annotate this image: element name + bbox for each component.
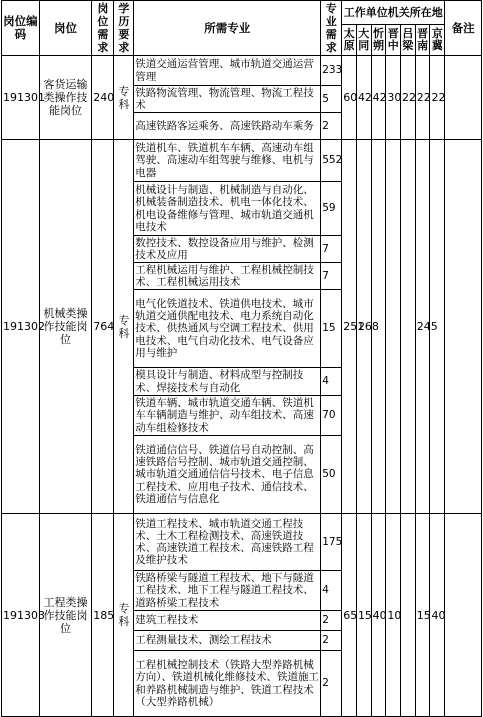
major-text: 数控技术、数控设备应用与维护、检测技术及应用 bbox=[134, 236, 321, 263]
header-position: 岗位 bbox=[39, 1, 92, 56]
major-count: 2 bbox=[321, 651, 342, 717]
position-name: 客货运输类操作技能岗位 bbox=[39, 56, 92, 140]
location-count-taiyuan: 251 bbox=[342, 140, 357, 514]
header-location-jingji: 京冀 bbox=[430, 25, 445, 56]
major-text: 工程测量技术、测绘工程技术 bbox=[134, 631, 321, 651]
location-count-xinshuo: 40 bbox=[371, 514, 386, 717]
location-count-jinnan: 245 bbox=[415, 140, 430, 514]
location-count-jinzhong: 10 bbox=[386, 514, 401, 717]
header-location-lvliang: 吕梁 bbox=[401, 25, 416, 56]
header-education: 学历要求 bbox=[114, 1, 134, 56]
remark bbox=[445, 514, 482, 717]
location-count-lvliang bbox=[401, 514, 416, 717]
major-count: 7 bbox=[321, 236, 342, 263]
major-count: 70 bbox=[321, 396, 342, 436]
major-count: 59 bbox=[321, 182, 342, 236]
major-text: 铁路桥梁与隧道工程技术、地下与隧道工程技术、地下工程与隧道工程技术、道路桥梁工程技术 bbox=[134, 571, 321, 611]
header-location-xinshuo: 忻朔 bbox=[371, 25, 386, 56]
location-count-jingji: 40 bbox=[430, 514, 445, 717]
position-demand: 764 bbox=[92, 140, 114, 514]
major-count: 2 bbox=[321, 631, 342, 651]
major-count: 4 bbox=[321, 571, 342, 611]
major-count: 233 bbox=[321, 56, 342, 86]
position-demand: 185 bbox=[92, 514, 114, 717]
header-major-demand: 专业需求 bbox=[321, 1, 342, 56]
location-count-datong: 42 bbox=[356, 56, 371, 140]
major-count: 552 bbox=[321, 140, 342, 182]
header-location-jinnan: 晋南 bbox=[415, 25, 430, 56]
major-text: 铁道机车、铁道机车车辆、高速动车组驾驶、高速动车组驾驶与维修、电机与电器 bbox=[134, 140, 321, 182]
location-count-jinzhong bbox=[386, 140, 401, 514]
major-text: 铁路物流管理、物流管理、物流工程技术 bbox=[134, 86, 321, 113]
major-text: 高速铁路客运乘务、高速铁路动车乘务 bbox=[134, 113, 321, 140]
major-text: 工程机械运用与维护、工程机械控制技术、工程机械运用技术 bbox=[134, 263, 321, 290]
education-requirement: 专科 bbox=[114, 56, 134, 140]
major-count: 5 bbox=[321, 86, 342, 113]
recruitment-table bbox=[1, 0, 482, 717]
major-count: 4 bbox=[321, 368, 342, 396]
location-count-taiyuan: 65 bbox=[342, 514, 357, 717]
position-code: 191302 bbox=[2, 140, 40, 514]
major-count: 2 bbox=[321, 113, 342, 140]
header-remark: 备注 bbox=[445, 1, 482, 56]
location-count-datong: 268 bbox=[356, 140, 371, 514]
major-text: 铁道车辆、城市轨道交通车辆、铁道机车车辆制造与维护、动车组技术、高速动车组检修技术 bbox=[134, 396, 321, 436]
location-count-jinnan: 22 bbox=[415, 56, 430, 140]
location-count-datong: 15 bbox=[356, 514, 371, 717]
location-count-xinshuo: 42 bbox=[371, 56, 386, 140]
major-count: 15 bbox=[321, 290, 342, 368]
major-text: 模具设计与制造、材料成型与控制技术、焊接技术与自动化 bbox=[134, 368, 321, 396]
major-text: 铁道工程技术、城市轨道交通工程技术、土木工程检测技术、高速铁道技术、高速铁道工程技术、高速铁路工程及维护技术 bbox=[134, 514, 321, 571]
location-count-taiyuan: 60 bbox=[342, 56, 357, 140]
position-name: 机械类操作技能岗位 bbox=[39, 140, 92, 514]
education-requirement: 专科 bbox=[114, 140, 134, 514]
header-location-jinzhong: 晋中 bbox=[386, 25, 401, 56]
position-demand: 240 bbox=[92, 56, 114, 140]
major-count: 175 bbox=[321, 514, 342, 571]
header-code: 岗位编码 bbox=[2, 1, 40, 56]
education-requirement: 专科 bbox=[114, 514, 134, 717]
location-count-lvliang bbox=[401, 140, 416, 514]
location-count-jinzhong: 30 bbox=[386, 56, 401, 140]
remark bbox=[445, 140, 482, 514]
major-text: 电气化铁道技术、铁道供电技术、城市轨道交通供配电技术、电力系统自动化技术、供热通风与空调工程技术、供用电技术、电气自动化技术、电气设备应用与维护 bbox=[134, 290, 321, 368]
header-demand: 岗位需求 bbox=[92, 1, 114, 56]
major-text: 工程机械控制技术（铁路大型养路机械方向）、铁道机械化维修技术、铁道施工和养路机械制造与维护、铁道工程技术（大型养路机械） bbox=[134, 651, 321, 717]
header-locations-group: 工作单位机关所在地 bbox=[342, 1, 445, 25]
major-count: 7 bbox=[321, 263, 342, 290]
location-count-jinnan: 15 bbox=[415, 514, 430, 717]
location-count-lvliang: 22 bbox=[401, 56, 416, 140]
remark bbox=[445, 56, 482, 140]
position-code: 191301 bbox=[2, 56, 40, 140]
position-code: 191303 bbox=[2, 514, 40, 717]
location-count-jingji: 22 bbox=[430, 56, 445, 140]
major-text: 建筑工程技术 bbox=[134, 611, 321, 631]
header-location-datong: 大同 bbox=[356, 25, 371, 56]
major-text: 铁道通信信号、铁道信号自动控制、高速铁路信号控制、城市轨道交通控制、城市轨道交通通信信号技术、电子信息工程技术、应用电子技术、通信技术、铁道通信与信息化 bbox=[134, 436, 321, 514]
header-location-taiyuan: 太原 bbox=[342, 25, 357, 56]
header-majors: 所需专业 bbox=[134, 1, 321, 56]
major-count: 2 bbox=[321, 611, 342, 631]
major-text: 铁道交通运营管理、城市轨道交通运营管理 bbox=[134, 56, 321, 86]
major-count: 50 bbox=[321, 436, 342, 514]
position-name: 工程类操作技能岗位 bbox=[39, 514, 92, 717]
major-text: 机械设计与制造、机械制造与自动化、机械装备制造技术、机电一体化技术、机电设备维修与管理、城市轨道交通机电技术 bbox=[134, 182, 321, 236]
